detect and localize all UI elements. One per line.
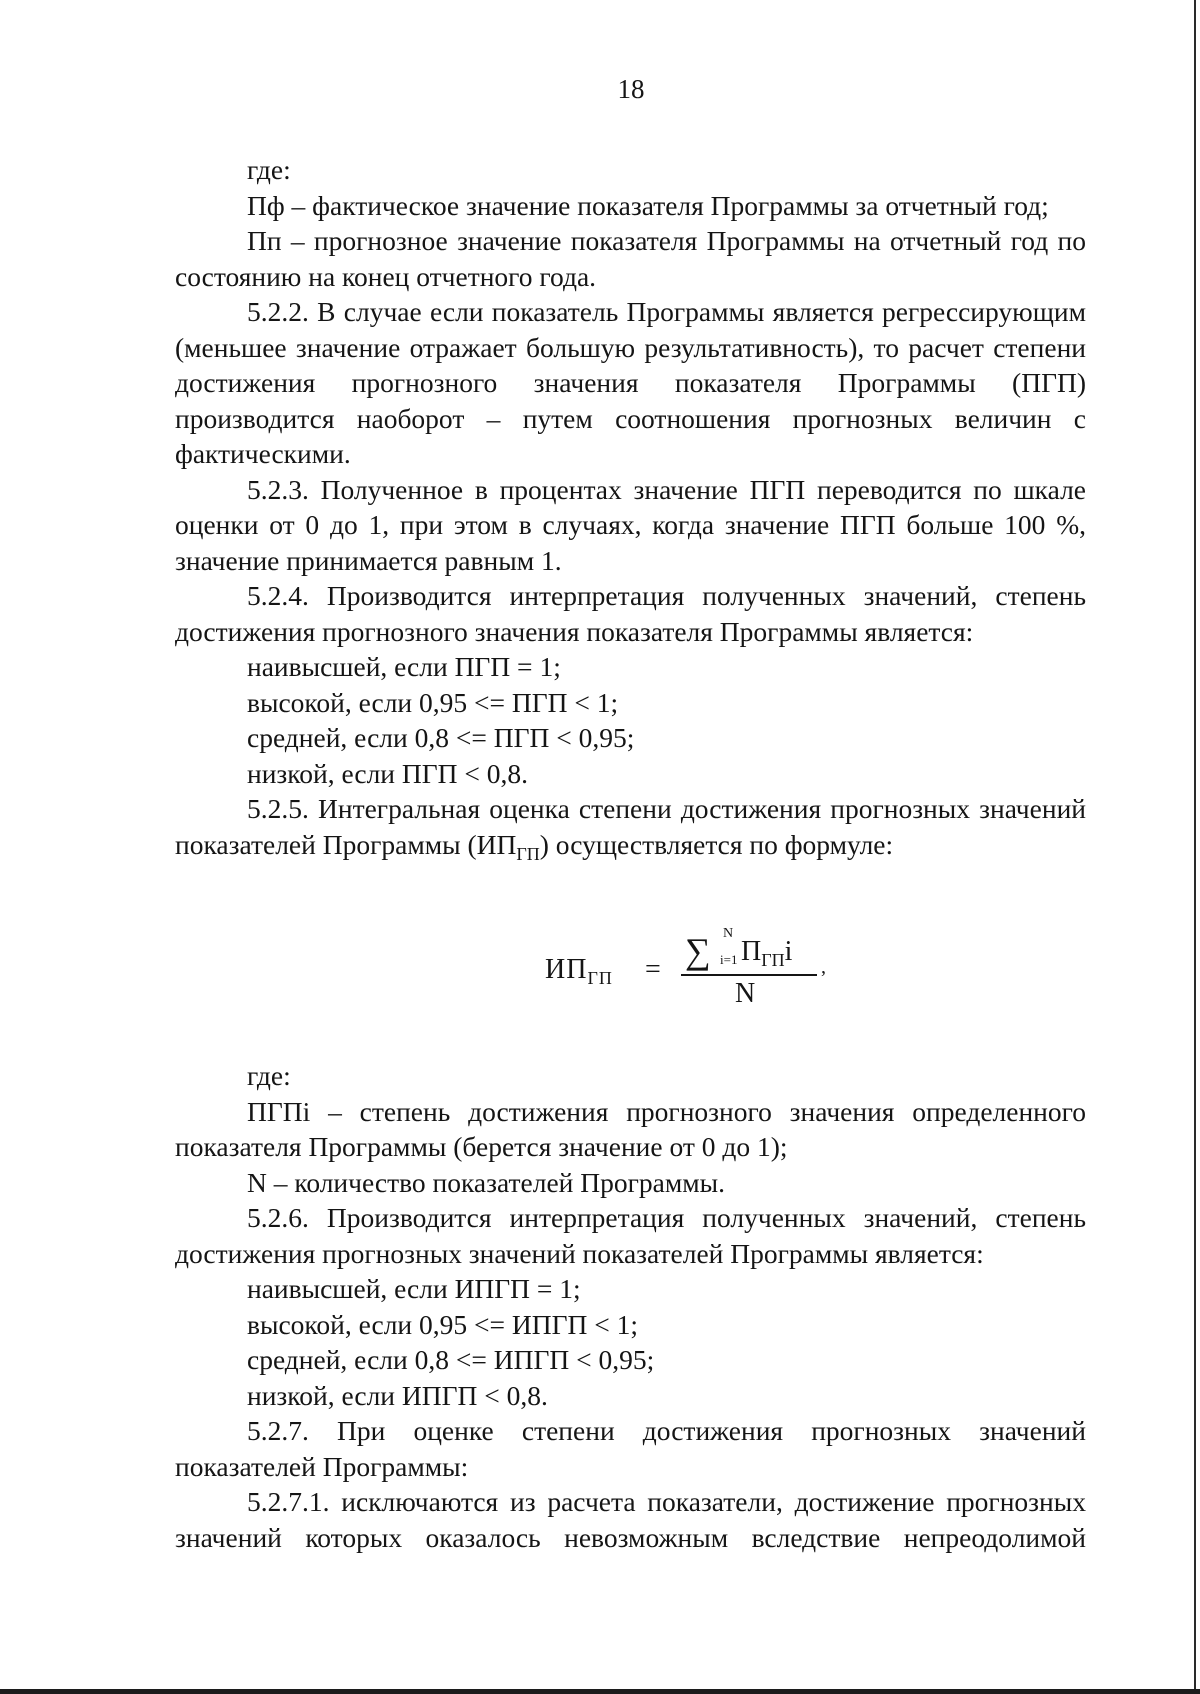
formula bbox=[545, 926, 845, 1020]
sum-upper-limit: N bbox=[723, 926, 734, 941]
paragraph: 5.2.6. Производится интерпретация полученных значений, степень достижения прогнозных значений показателей Программы является: bbox=[175, 1202, 1086, 1269]
page-edge-bottom bbox=[0, 1689, 1200, 1694]
formula-equals: = bbox=[645, 954, 661, 985]
paragraph-text: 5.2.5. Интегральная оценка степени достижения прогнозных значений показателей Программы (ИП bbox=[175, 793, 1086, 860]
numerator-main: П bbox=[741, 936, 762, 967]
paragraph: где: bbox=[247, 1060, 291, 1091]
numerator-sub: ГП bbox=[761, 950, 785, 970]
paragraph: 5.2.7. При оценке степени достижения прогнозных значений показателей Программы: bbox=[175, 1415, 1086, 1482]
formula-lhs bbox=[545, 954, 613, 989]
paragraph: Пп – прогнозное значение показателя Программы на отчетный год по состоянию на конец отчетного года. bbox=[175, 225, 1086, 292]
formula-comma: , bbox=[821, 956, 826, 978]
paragraph: где: bbox=[247, 154, 291, 185]
subscript: ГП bbox=[516, 843, 540, 864]
formula-denominator: N bbox=[735, 978, 756, 1009]
sum-symbol: ∑ bbox=[685, 931, 711, 971]
paragraph: 5.2.3. Полученное в процентах значение ПГП переводится по шкале оценки от 0 до 1, при этом в случаях, когда значение ПГП больше 100 %, значение принимается равным 1. bbox=[175, 473, 1086, 576]
paragraph: 5.2.2. В случае если показатель Программы является регрессирующим (меньшее значение отражает большую результативность), то расчет степени достижения прогнозного значения показателя Программы (ПГП) производится наоборот – путем соотношения прогнозных величин с фактическими. bbox=[175, 296, 1086, 469]
formula-numerator bbox=[741, 936, 792, 971]
paragraph bbox=[175, 791, 1086, 872]
body-text bbox=[175, 152, 1086, 1555]
page-number: 18 bbox=[617, 74, 645, 104]
list-item: низкой, если ПГП < 0,8. bbox=[247, 757, 529, 789]
numerator-index: i bbox=[784, 936, 793, 967]
paragraph: 5.2.7.1. исключаются из расчета показатели, достижение прогнозных значений которых оказалось невозможным вследствие непреодолимой bbox=[175, 1486, 1086, 1553]
paragraph-text: ) осуществляется по формуле: bbox=[539, 828, 894, 860]
page-edge-right bbox=[1194, 0, 1196, 1694]
paragraph: ПГПi – степень достижения прогнозного значения определенного показателя Программы (берется значение от 0 до 1); bbox=[175, 1095, 1086, 1162]
formula-lhs-sub: ГП bbox=[587, 968, 613, 988]
list-item: средней, если 0,8 <= ИПГП < 0,95; bbox=[247, 1344, 655, 1375]
paragraph: Пф – фактическое значение показателя Программы за отчетный год; bbox=[247, 189, 1049, 221]
list-item: высокой, если 0,95 <= ПГП < 1; bbox=[247, 686, 619, 718]
list-item: наивысшей, если ИПГП = 1; bbox=[247, 1273, 581, 1304]
list-item: низкой, если ИПГП < 0,8. bbox=[247, 1379, 548, 1411]
list-item: наивысшей, если ПГП = 1; bbox=[247, 651, 561, 682]
list-item: средней, если 0,8 <= ПГП < 0,95; bbox=[247, 722, 635, 753]
formula-block bbox=[175, 872, 1086, 1058]
paragraph: 5.2.4. Производится интерпретация полученных значений, степень достижения прогнозного значения показателя Программы является: bbox=[175, 580, 1086, 647]
list-item: высокой, если 0,95 <= ИПГП < 1; bbox=[247, 1308, 639, 1340]
sum-lower-limit: i=1 bbox=[720, 952, 738, 967]
paragraph: N – количество показателей Программы. bbox=[247, 1166, 725, 1198]
formula-lhs-main: ИП bbox=[545, 954, 588, 985]
fraction-bar bbox=[681, 974, 817, 976]
